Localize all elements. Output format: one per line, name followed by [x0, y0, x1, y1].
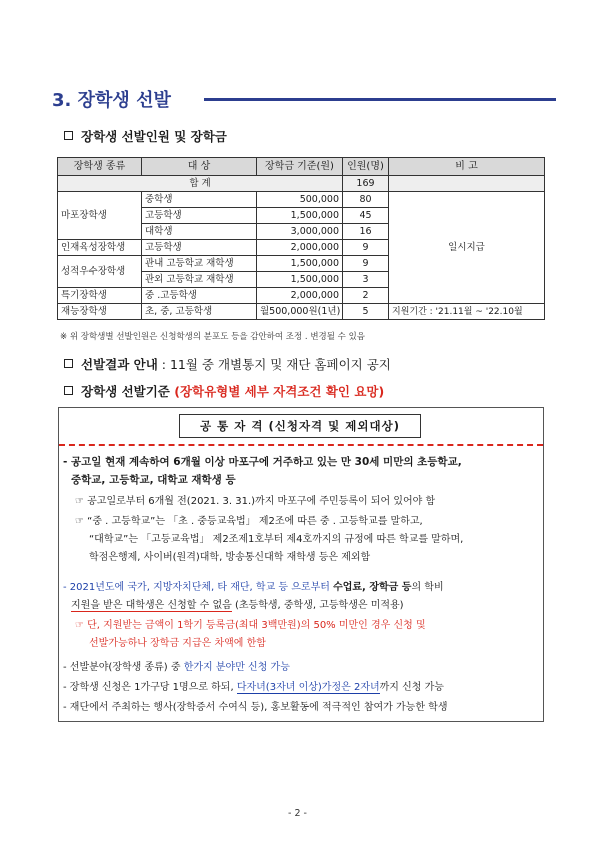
subheading-selection-criteria: 장학생 선발기준 (장학유형별 세부 자격조건 확인 요망): [64, 382, 384, 400]
type-mapo: 마포장학생: [58, 192, 142, 240]
table-row-total: [58, 176, 545, 192]
checkbox-bullet-icon: [64, 386, 73, 395]
section-title: 3. 장학생 선발: [52, 90, 171, 111]
table-row: 인재육성장학생 고등학생 2,000,000 9: [58, 240, 545, 256]
qual-sub-university-def: “대학교”는 「고등교육법」 제2조제1호부터 제4호까지의 규정에 따른 학교를 말하며,: [89, 534, 464, 545]
table-row: 대학생 3,000,000 16: [58, 224, 545, 240]
table-row: 고등학생 1,500,000 45: [58, 208, 545, 224]
table-header-row: [58, 158, 545, 176]
section-header: [44, 86, 554, 112]
qual-item-participation: - 재단에서 주최하는 행사(장학증서 수여식 등), 홍보활동에 적극적인 참여가 가능한 학생: [63, 702, 448, 713]
qual-sub-exclusion: 학점은행제, 사이버(원격)대학, 방송통신대학 재학생 등은 제외함: [89, 552, 371, 563]
subheading-selection-count: 장학생 선발인원 및 장학금: [64, 127, 227, 145]
table-row: 특기장학생 중 .고등학생 2,000,000 2: [58, 288, 545, 304]
total-label: 합 계: [58, 176, 343, 192]
type-merit: 성적우수장학생: [58, 256, 142, 288]
qual-item-other-aid: - 2021년도에 국가, 지방자치단체, 타 재단, 학교 등 으로부터 수업료, 장학금 등의 학비: [63, 582, 444, 593]
page-number: - 2 -: [288, 808, 307, 819]
type-special: 특기장학생: [58, 288, 142, 304]
gifted-period-note: 지원기간 : '21.11월 ~ '22.10월: [389, 304, 545, 320]
type-gifted: 재능장학생: [58, 304, 142, 320]
table-row: 재능장학생 초, 중, 고등학생 월500,000원(1년) 5 지원기간 : '21.11월 ~ '22.10월: [58, 304, 545, 320]
table-row: 관외 고등학교 재학생 1,500,000 3: [58, 272, 545, 288]
header-amount: 장학금 기준(원): [257, 158, 343, 176]
table-row: 마포장학생 중학생 500,000 80 일시지급: [58, 192, 545, 208]
qual-item-residency-cont: 중학교, 고등학교, 대학교 재학생 등: [71, 474, 236, 486]
section-rule: [204, 98, 556, 101]
qual-sub-registration: ☞ 공고일로부터 6개월 전(2021. 3. 31.)까지 마포구에 주민등록이 되어 있어야 함: [75, 496, 436, 507]
table-footnote: ※ 위 장학생별 선발인원은 신청학생의 분포도 등을 감안하여 조정 . 변경될 수 있음: [60, 332, 366, 342]
lumpsum-note: 일시지급: [389, 192, 545, 304]
checkbox-bullet-icon: [64, 359, 73, 368]
table-row: 성적우수장학생 관내 고등학교 재학생 1,500,000 9: [58, 256, 545, 272]
dashed-divider: [59, 444, 543, 446]
header-count: 인원(명): [343, 158, 389, 176]
qual-item-residency: - 공고일 현재 계속하여 6개월 이상 마포구에 거주하고 있는 만 30세 미만의 초등학교,: [63, 456, 462, 468]
header-note: 비 고: [389, 158, 545, 176]
qual-item-one-field: - 선발분야(장학생 종류) 중 한가지 분야만 신청 가능: [63, 662, 290, 673]
total-count: 169: [343, 176, 389, 192]
checkbox-bullet-icon: [64, 131, 73, 140]
header-type: 장학생 종류: [58, 158, 142, 176]
qual-item-other-aid-cont: 지원을 받은 대학생은 신청할 수 없음 (초등학생, 중학생, 고등학생은 미적용): [71, 600, 404, 611]
scholarship-table: [57, 157, 545, 320]
qualification-title: 공 통 자 격 (신청자격 및 제외대상): [179, 414, 421, 438]
qual-sub-partial-aid-cont: 선발가능하나 장학금 지급은 차액에 한함: [89, 638, 266, 649]
qual-sub-school-def: ☞ “중 . 고등학교”는 「초 . 중등교육법」 제2조에 따른 중 . 고등학교를 말하고,: [75, 516, 423, 527]
common-qualification-box: [58, 407, 544, 722]
qual-item-per-household: - 장학생 신청은 1가구당 1명으로 하되, 다자녀(3자녀 이상)가정은 2자녀까지 신청 가능: [63, 682, 444, 693]
qual-sub-partial-aid: ☞ 단, 지원받는 금액이 1학기 등록금(최대 3백만원)의 50% 미만인 경우 신청 및: [75, 620, 426, 631]
subheading-result-notice: 선발결과 안내 : 11월 중 개별통지 및 재단 홈페이지 공지: [64, 355, 391, 373]
header-target: 대 상: [142, 158, 257, 176]
type-talent: 인재육성장학생: [58, 240, 142, 256]
